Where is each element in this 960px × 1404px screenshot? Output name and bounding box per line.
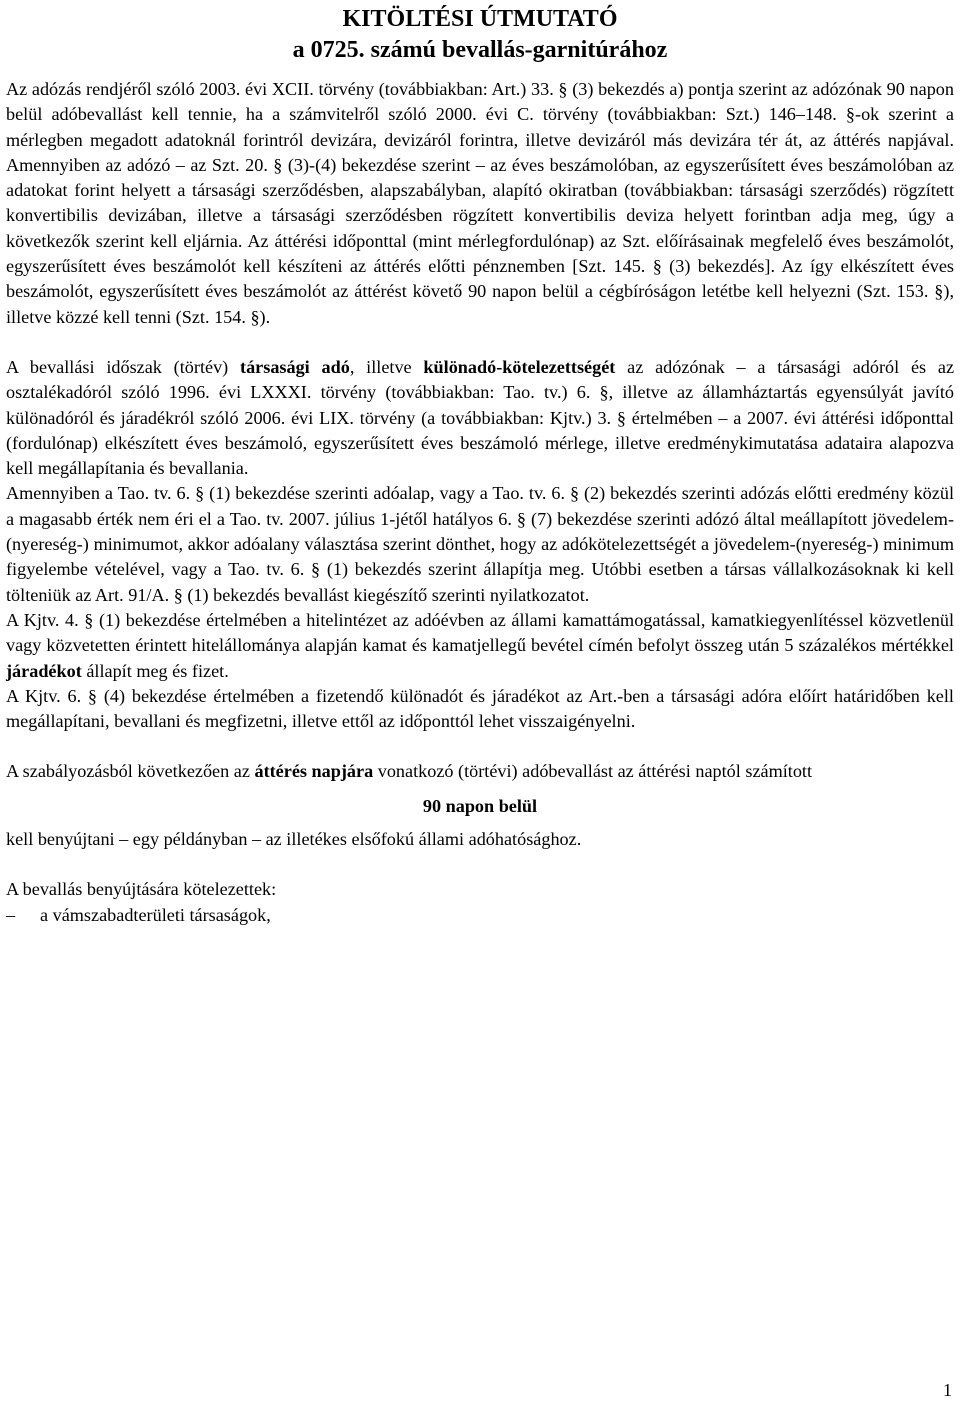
bold-transition-day: áttérés napjára bbox=[254, 761, 374, 782]
list-item-text: a vámszabadterületi társaságok, bbox=[40, 904, 271, 925]
document-page bbox=[6, 4, 954, 928]
title-line-2: a 0725. számú bevallás-garnitúrához bbox=[292, 37, 668, 63]
text-run: A Kjtv. 4. § (1) bekezdése értelmében a hitelintézet az adóévben az állami kamattámogatással, kamatkiegyenlítéssel közvetlenül vagy közvetetten érintett hitelállománya alapján kamat és kamatjellegű bevétel címén befolyt összeg után 5 százalékos mértékkel bbox=[6, 609, 954, 656]
document-title bbox=[6, 4, 954, 66]
paragraph-kjtv-6: A Kjtv. 6. § (4) bekezdése értelmében a fizetendő különadót és járadékot az Art.-ben a társasági adóra előírt határidőben kell megállapítani, bevallani és megfizetni, illetve ettől az időponttól lehet visszaigényelni. bbox=[6, 685, 954, 732]
paragraph-minimum-income: Amennyiben a Tao. tv. 6. § (1) bekezdése szerinti adóalap, vagy a Tao. tv. 6. § (2) bekezdés szerinti adózás előtti eredmény közül a magasabb érték nem éri el a Tao. tv. 2007. július 1-jétől hatályos 6. § (7) bekezdése szerinti adózó által meállapított jövedelem- (nyereség-) minimumot, akkor adóalany választása szerint dönthet, hogy az adókötelezettségét a jövedelem-(nyereség-) minimum figyelembe vételével, vagy a Tao. tv. 6. § (1) bekezdés szerint állapítja meg. Utóbbi esetben a társas vállalkozásoknak ki kell tölteniük az Art. 91/A. § (1) bekezdés bevallást kiegészítő szerinti nyilatkozatot. bbox=[6, 483, 954, 605]
centered-deadline-text: 90 napon belül bbox=[422, 795, 538, 816]
paragraph-intro: Az adózás rendjéről szóló 2003. évi XCII. törvény (továbbiakban: Art.) 33. § (3) bekezdés a) pontja szerint az adózónak 90 napon belül adóbevallást kell tennie, ha a számvitelről szóló 2000. évi C. törvény (továbbiakban: Szt.) 146–148. §-ok szerint a mérlegben megadott adatoknál forintról devizára, devizáról forintra, illetve devizáról más devizára tér át, az áttérés napjával. Amennyiben az adózó – az Szt. 20. § (3)-(4) bekezdése szerint – az éves beszámolóban, az egyszerűsített éves beszámolóban az adatokat forint helyett a társasági szerződésben, alapszabályban, alapító okiratban (továbbiakban: társasági szerződés) rögzített konvertibilis devizában, illetve a társasági szerződésben rögzített konvertibilis deviza helyett forintban adja meg, úgy a következők szerint kell eljárnia. Az áttérési időponttal (mint mérlegfordulónap) az Szt. előírásainak megfelelő éves beszámolót, egyszerűsített éves beszámolót kell készíteni az áttérés előtti pénznemben [Szt. 145. § (3) bekezdés]. Az így elkészített éves beszámolót, egyszerűsített éves beszámolót az áttérést követő 90 napon belül a cégbíróságon letétbe kell helyezni (Szt. 153. §), illetve közzé kell tenni (Szt. 154. §). bbox=[6, 79, 954, 327]
paragraph-gap bbox=[6, 734, 954, 759]
text-run: , illetve bbox=[349, 356, 424, 377]
paragraph-kjtv-4 bbox=[6, 608, 954, 684]
text-run: állapít meg és fizet. bbox=[81, 660, 229, 681]
list-dash: – bbox=[6, 904, 16, 925]
bold-special-tax-obligation: különadó-kötelezettségét bbox=[423, 356, 616, 377]
text-run: az adózónak – a társasági adóról és az osztalékadóról szóló 1996. évi LXXXI. törvény (továbbiakban: Tao. tv.) 6. §, illetve az államháztartás egyensúlyát javító különadóról és járadékról szóló 2006. évi LIX. törvény (a továbbiakban: Kjtv.) 3. § értelmében – a 2007. évi áttérési időponttal (fordulónap) elkészített éves beszámoló, egyszerűsített éves beszámoló mérlege, illetve eredménykimutatása adataira alapozva kell megállapítania és bevallania. bbox=[6, 356, 955, 479]
bold-annuity: járadékot bbox=[6, 660, 82, 681]
paragraph-gap bbox=[6, 330, 954, 355]
page-number: 1 bbox=[943, 1380, 952, 1400]
text-run: vonatkozó (törtévi) adóbevallást az áttérési naptól számított bbox=[373, 761, 813, 782]
paragraph-submission: kell benyújtani – egy példányban – az illetékes elsőfokú állami adóhatósághoz. bbox=[6, 829, 582, 850]
paragraph-deadline bbox=[6, 759, 954, 784]
list-item bbox=[6, 903, 954, 928]
text-run: A szabályozásból következően az bbox=[6, 761, 255, 782]
paragraph-obligated: A bevallás benyújtására kötelezettek: bbox=[6, 879, 277, 900]
paragraph-tax-period bbox=[6, 355, 954, 481]
bold-corporate-tax: társasági adó bbox=[240, 356, 350, 377]
text-run: A bevallási időszak (törtév) bbox=[6, 356, 241, 377]
title-line-1: KITÖLTÉSI ÚTMUTATÓ bbox=[342, 6, 618, 32]
paragraph-gap bbox=[6, 852, 954, 877]
